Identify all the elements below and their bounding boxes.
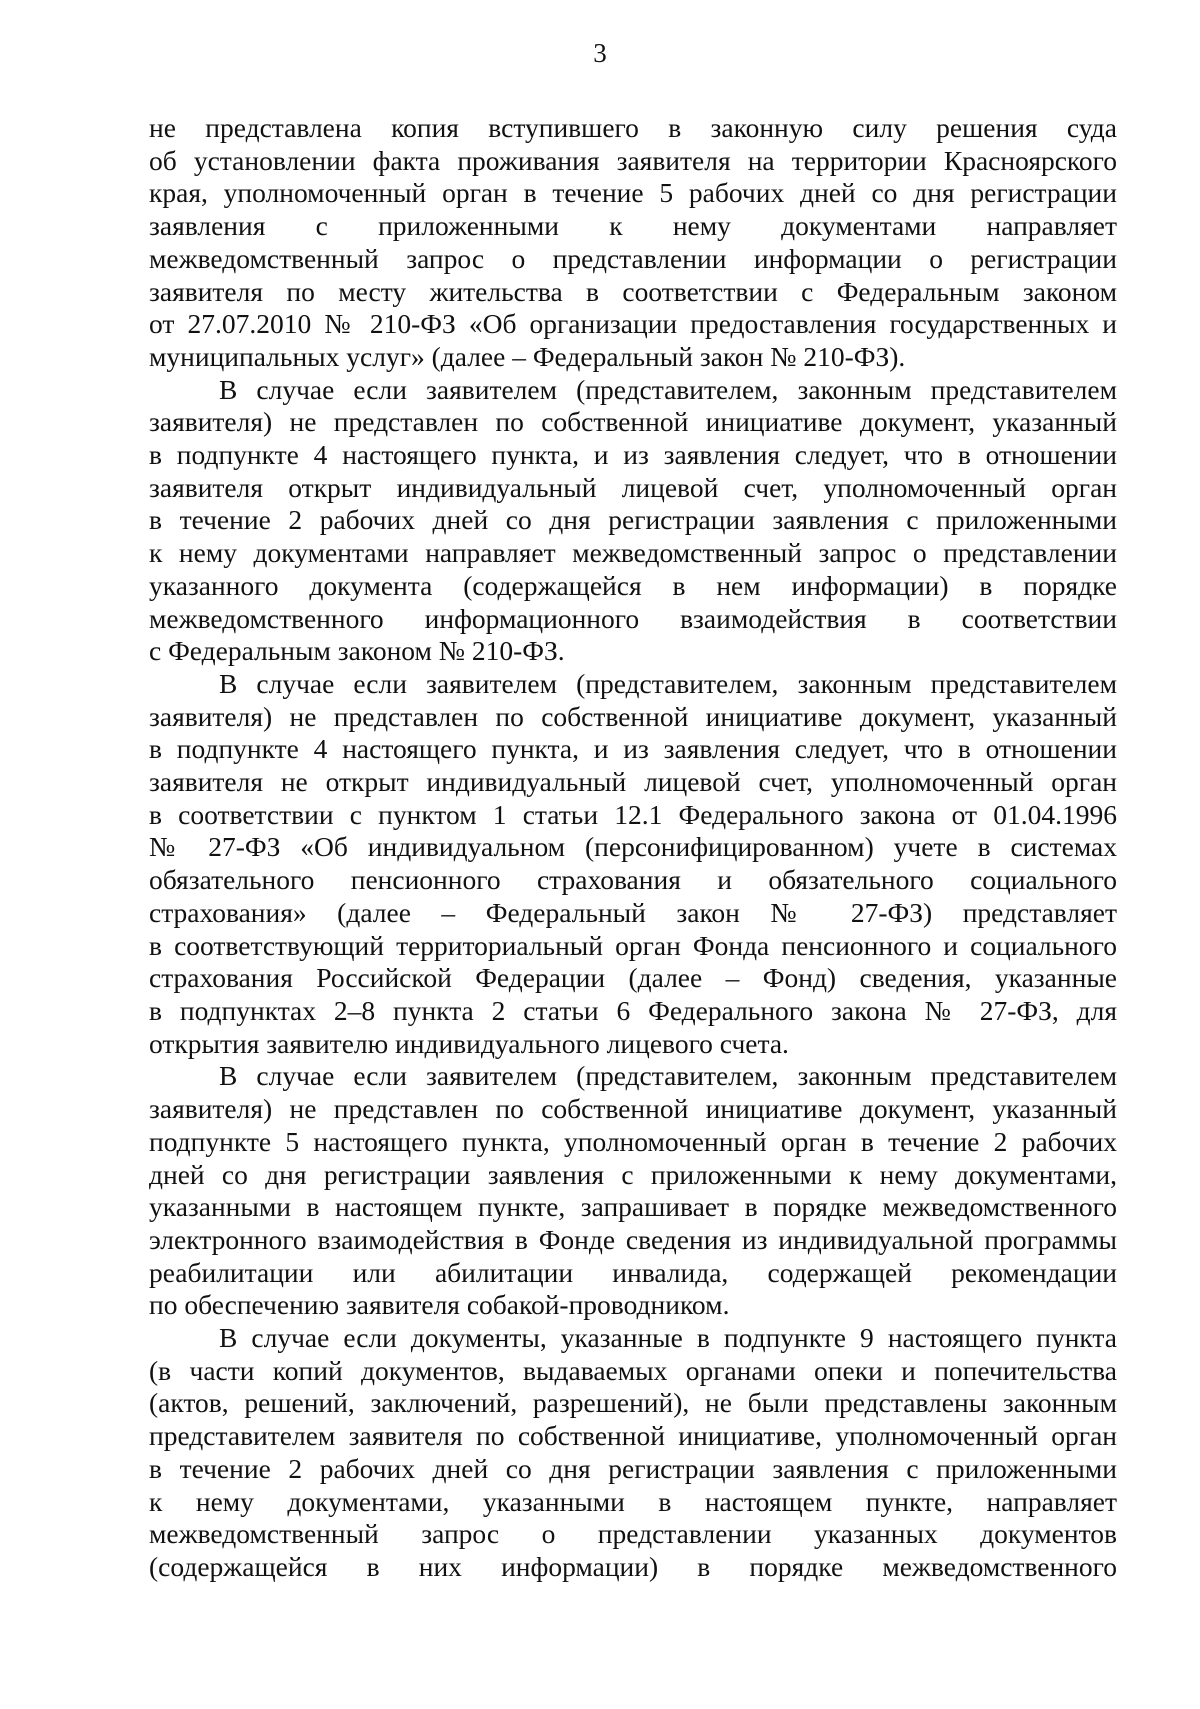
text-line: заявителя) не представлен по собственной инициативе документ, указанный: [149, 700, 1117, 732]
text-line: к нему документами, указанными в настоящем пункте, направляет: [149, 1485, 1117, 1517]
text-line: № 27-ФЗ «Об индивидуальном (персонифицированном) учете в системах: [149, 831, 1117, 863]
paragraph-3: [149, 668, 1117, 1060]
text-line: страхования Российской Федерации (далее – Фонд) сведения, указанные: [149, 962, 1117, 994]
text-line: В случае если заявителем (представителем, законным представителем: [219, 1060, 1117, 1092]
text-line: от 27.07.2010 № 210-ФЗ «Об организации предоставления государственных и: [149, 308, 1117, 340]
text-line: в течение 2 рабочих дней со дня регистрации заявления с приложенными: [149, 1452, 1117, 1484]
text-line: заявления с приложенными к нему документами направляет: [149, 210, 1117, 242]
text-line: электронного взаимодействия в Фонде сведения из индивидуальной программы: [149, 1223, 1117, 1255]
text-line: (содержащейся в них информации) в порядке межведомственного: [149, 1550, 1117, 1582]
text-line: обязательного пенсионного страхования и обязательного социального: [149, 864, 1117, 896]
text-line: в соответствии с пунктом 1 статьи 12.1 Федерального закона от 01.04.1996: [149, 798, 1117, 830]
text-line: подпункте 5 настоящего пункта, уполномоченный орган в течение 2 рабочих: [149, 1125, 1117, 1157]
text-line: по обеспечению заявителя собакой-проводником.: [149, 1289, 730, 1321]
text-line: в течение 2 рабочих дней со дня регистрации заявления с приложенными: [149, 504, 1117, 536]
text-line: страхования» (далее – Федеральный закон № 27-ФЗ) представляет: [149, 896, 1117, 928]
text-line: (в части копий документов, выдаваемых органами опеки и попечительства: [149, 1354, 1117, 1386]
text-line: межведомственный запрос о представлении информации о регистрации: [149, 242, 1117, 274]
text-line: В случае если заявителем (представителем, законным представителем: [219, 667, 1117, 699]
text-line: открытия заявителю индивидуального лицевого счета.: [149, 1027, 789, 1059]
text-line: не представлена копия вступившего в законную силу решения суда: [149, 112, 1117, 143]
paragraph-5: [149, 1322, 1117, 1584]
text-line: межведомственного информационного взаимодействия в соответствии: [149, 602, 1117, 634]
paragraph-2: [149, 374, 1117, 668]
text-line: заявителя по месту жительства в соответствии с Федеральным законом: [149, 275, 1117, 307]
text-line: реабилитации или абилитации инвалида, содержащей рекомендации: [149, 1256, 1117, 1288]
document-body: [149, 112, 1117, 1584]
text-line: В случае если документы, указанные в подпункте 9 настоящего пункта: [219, 1322, 1117, 1354]
paragraph-1: [149, 112, 1117, 374]
text-line: межведомственный запрос о представлении указанных документов: [149, 1518, 1117, 1550]
text-line: дней со дня регистрации заявления с приложенными к нему документами,: [149, 1158, 1117, 1190]
text-line: заявителя) не представлен по собственной инициативе документ, указанный: [149, 1093, 1117, 1125]
text-line: края, уполномоченный орган в течение 5 рабочих дней со дня регистрации: [149, 177, 1117, 209]
text-line: заявителя открыт индивидуальный лицевой счет, уполномоченный орган: [149, 471, 1117, 503]
text-line: (актов, решений, заключений, разрешений), не были представлены законным: [149, 1387, 1117, 1419]
paragraph-4: [149, 1060, 1117, 1322]
text-line: об установлении факта проживания заявителя на территории Красноярского: [149, 144, 1117, 176]
text-line: в соответствующий территориальный орган Фонда пенсионного и социального: [149, 929, 1117, 961]
text-line: заявителя не открыт индивидуальный лицевой счет, уполномоченный орган: [149, 766, 1117, 798]
text-line: представителем заявителя по собственной инициативе, уполномоченный орган: [149, 1420, 1117, 1452]
page-number: 3: [593, 38, 607, 68]
text-line: в подпункте 4 настоящего пункта, и из заявления следует, что в отношении: [149, 439, 1117, 471]
text-line: к нему документами направляет межведомственный запрос о представлении: [149, 537, 1117, 569]
text-line: заявителя) не представлен по собственной инициативе документ, указанный: [149, 406, 1117, 438]
text-line: с Федеральным законом № 210-ФЗ.: [149, 635, 565, 667]
text-line: муниципальных услуг» (далее – Федеральный закон № 210-ФЗ).: [149, 340, 906, 372]
text-line: в подпунктах 2–8 пункта 2 статьи 6 Федерального закона № 27-ФЗ, для: [149, 994, 1117, 1026]
text-line: В случае если заявителем (представителем, законным представителем: [219, 373, 1117, 405]
text-line: указанными в настоящем пункте, запрашивает в порядке межведомственного: [149, 1191, 1117, 1223]
text-line: указанного документа (содержащейся в нем информации) в порядке: [149, 569, 1117, 601]
text-line: в подпункте 4 настоящего пункта, и из заявления следует, что в отношении: [149, 733, 1117, 765]
